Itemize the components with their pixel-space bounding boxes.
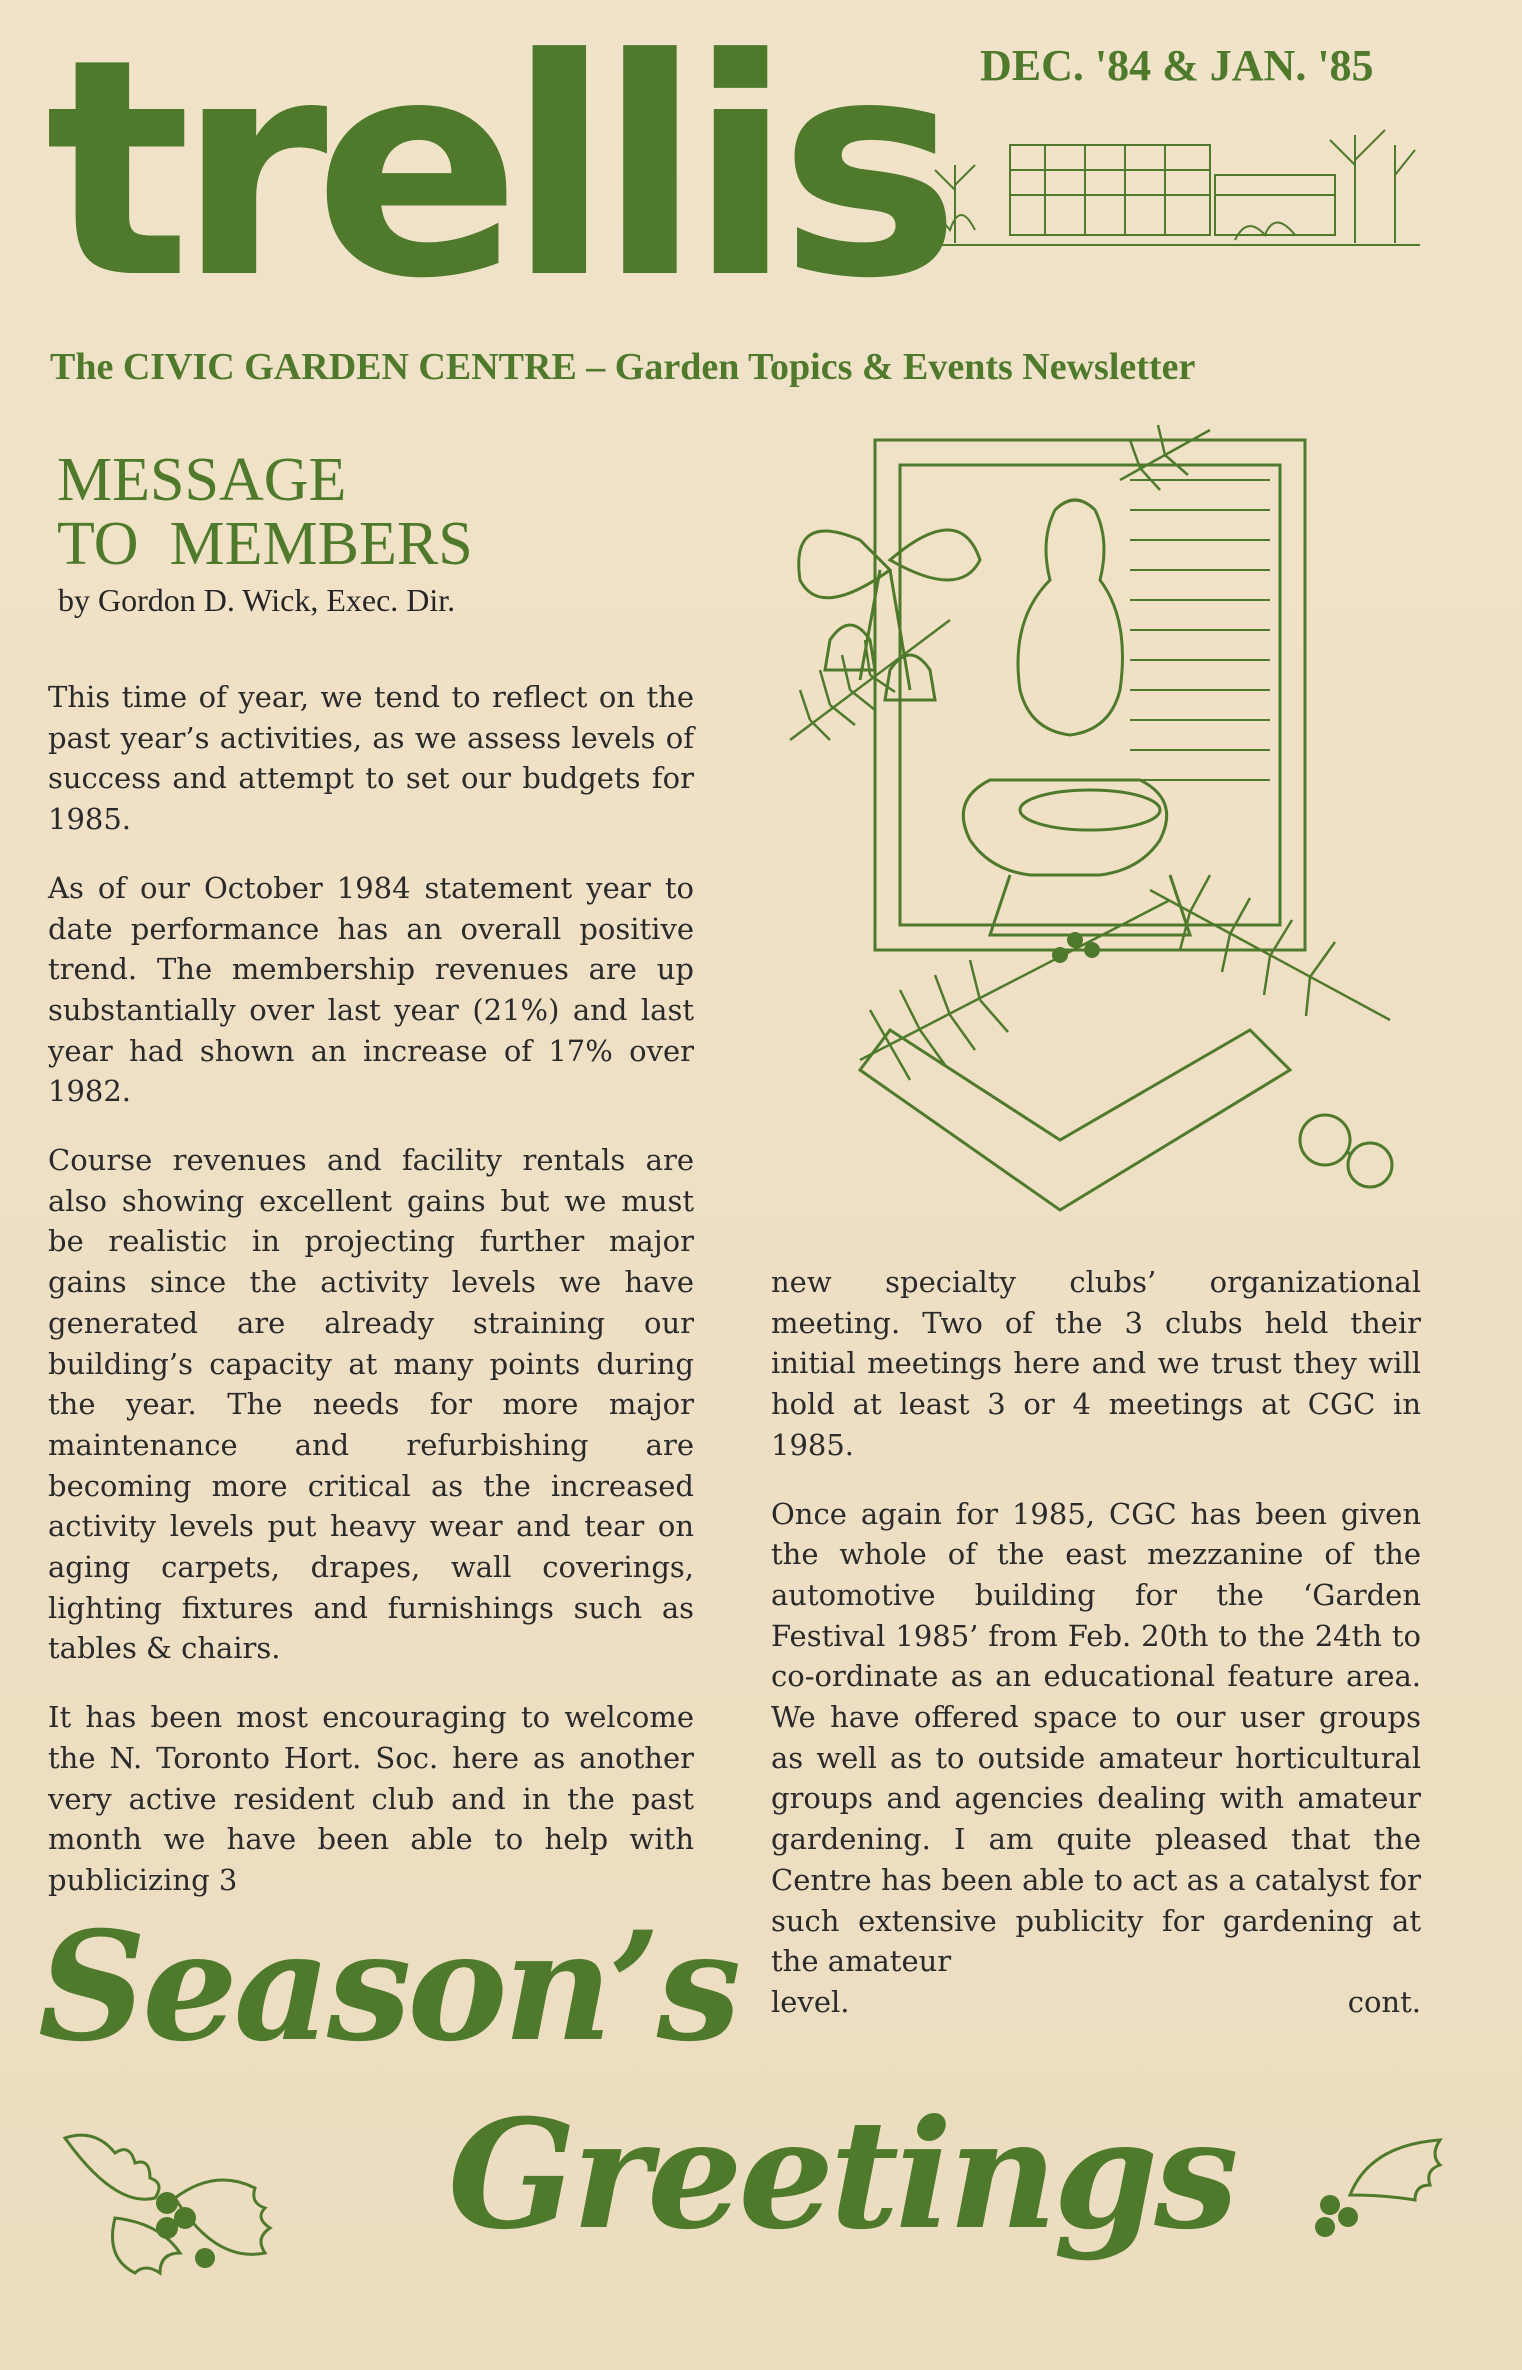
holly-icon bbox=[55, 2118, 295, 2278]
issue-date: DEC. '84 & JAN. '85 bbox=[980, 41, 1374, 90]
newsletter-tagline: The CIVIC GARDEN CENTRE – Garden Topics & Events Newsletter bbox=[50, 346, 1196, 388]
article-paragraph bbox=[771, 1494, 1421, 1982]
article-column-right bbox=[771, 1262, 1421, 2023]
article-byline: by Gordon D. Wick, Exec. Dir. bbox=[58, 582, 456, 618]
garden-centre-building-illustration bbox=[915, 115, 1425, 255]
article-column-left bbox=[48, 677, 694, 1929]
article-paragraph: This time of year, we tend to reflect on the past year’s activities, as we assess levels of success and attempt to set our budgets for 1985. bbox=[48, 680, 694, 837]
article-paragraph: It has been most encouraging to welcome the N. Toronto Hort. Soc. here as another very active resident club and in the past month we have been able to help with publicizing 3 bbox=[48, 1700, 694, 1897]
article-paragraph-text: Once again for 1985, CGC has been given the whole of the east mezzanine of the automotive building for the ‘Garden Festival 1985’ from Feb. 20th to the 24th to co-ordinate as an educational feature area. We have offered space to our user groups as well as to outside amateur horticultural groups and agencies dealing with amateur gardening. I am quite pleased that the Centre has been able to act as a catalyst for such extensive publicity for gardening at the amateur bbox=[771, 1496, 1421, 1979]
article-headline bbox=[57, 448, 473, 576]
article-paragraph: new specialty clubs’ organizational meeting. Two of the 3 clubs held their initial meetings here and we trust they will hold at least 3 or 4 meetings at CGC in 1985. bbox=[771, 1265, 1421, 1462]
lantern-window-illustration bbox=[770, 420, 1430, 1250]
continued-marker: cont. bbox=[1347, 1984, 1421, 2019]
headline-line-1: MESSAGE bbox=[57, 446, 347, 514]
trellis-logo: trellis bbox=[45, 0, 947, 344]
seasons-greeting-line-1: Season’s bbox=[38, 1899, 738, 2075]
holly-icon bbox=[1300, 2135, 1450, 2245]
article-paragraph: As of our October 1984 statement year to date performance has an overall positive trend. The membership revenues are up substantially over last year (21%) and last year had shown an increase of 17% over 1982. bbox=[48, 870, 694, 1109]
article-last-word: level. bbox=[771, 1984, 850, 2019]
headline-line-2: TO MEMBERS bbox=[57, 510, 473, 578]
article-paragraph: Course revenues and facility rentals are also showing excellent gains but we must be realistic in projecting further major gains since the activity levels we have generated are already straining our building’s capacity at many points during the year. The needs for more major maintenance and refurbishing are becoming more critical as the increased activity levels put heavy wear and tear on aging carpets, drapes, wall coverings, lighting fixtures and furnishings such as tables & chairs. bbox=[48, 1143, 694, 1666]
seasons-greeting-line-2: Greetings bbox=[448, 2087, 1235, 2263]
article-last-line bbox=[771, 1982, 1421, 2023]
